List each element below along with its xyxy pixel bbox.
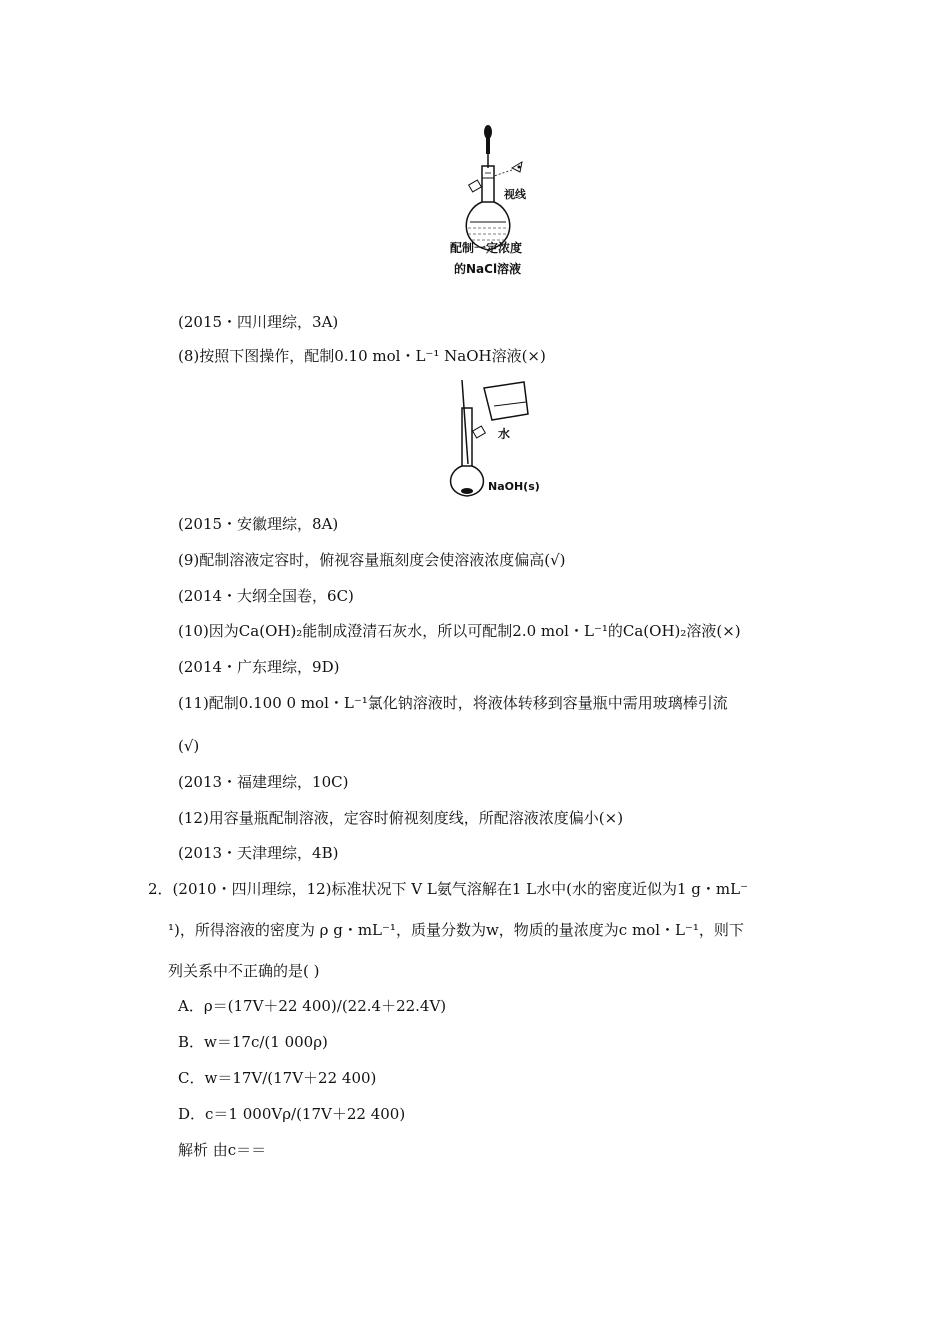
source-12: (2013・天津理综，4B) bbox=[178, 844, 339, 862]
figure-naoh-flask-pouring bbox=[440, 378, 550, 500]
figure1-caption-line2: 的NaCl溶液 bbox=[454, 262, 522, 276]
analysis: 解析 由c＝＝ bbox=[178, 1141, 267, 1159]
item-10: (10)因为Ca(OH)₂能制成澄清石灰水，所以可配制2.0 mol・L⁻¹的Ca(OH)₂溶液(×) bbox=[178, 622, 741, 640]
question-2-line2: ¹)，所得溶液的密度为 ρ g・mL⁻¹，质量分数为w，物质的量浓度为c mol・L⁻¹，则下 bbox=[168, 921, 744, 939]
option-b: B．w＝17c/(1 000ρ) bbox=[178, 1033, 328, 1051]
source-8: (2015・安徽理综，8A) bbox=[178, 515, 339, 533]
source-11: (2013・福建理综，10C) bbox=[178, 773, 349, 791]
item-11-line2: (√) bbox=[178, 737, 200, 755]
figure2-water-label: 水 bbox=[498, 427, 511, 441]
source-7: (2015・四川理综，3A) bbox=[178, 313, 339, 331]
question-2-line1: 2．(2010・四川理综，12)标准状况下 V L氨气溶解在1 L水中(水的密度近似为1 g・mL⁻ bbox=[148, 880, 748, 898]
source-9: (2014・大纲全国卷，6C) bbox=[178, 587, 354, 605]
figure1-eye-label: 视线 bbox=[504, 188, 526, 201]
option-c: C．w＝17V/(17V＋22 400) bbox=[178, 1069, 377, 1087]
item-12: (12)用容量瓶配制溶液，定容时俯视刻度线，所配溶液浓度偏小(×) bbox=[178, 809, 624, 827]
option-a: A．ρ＝(17V＋22 400)/(22.4＋22.4V) bbox=[178, 997, 447, 1015]
question-2-line3: 列关系中不正确的是( ) bbox=[168, 962, 320, 980]
item-11-line1: (11)配制0.100 0 mol・L⁻¹氯化钠溶液时，将液体转移到容量瓶中需用玻璃棒引流 bbox=[178, 694, 728, 712]
item-9: (9)配制溶液定容时，俯视容量瓶刻度会使溶液浓度偏高(√) bbox=[178, 551, 566, 569]
source-10: (2014・广东理综，9D) bbox=[178, 658, 340, 676]
figure2-naoh-label: NaOH(s) bbox=[488, 480, 540, 493]
figure-volumetric-flask-dropper bbox=[440, 118, 550, 283]
item-8: (8)按照下图操作，配制0.10 mol・L⁻¹ NaOH溶液(×) bbox=[178, 347, 546, 365]
option-d: D．c＝1 000Vρ/(17V＋22 400) bbox=[178, 1105, 406, 1123]
figure1-caption-line1: 配制一定浓度 bbox=[450, 241, 523, 255]
